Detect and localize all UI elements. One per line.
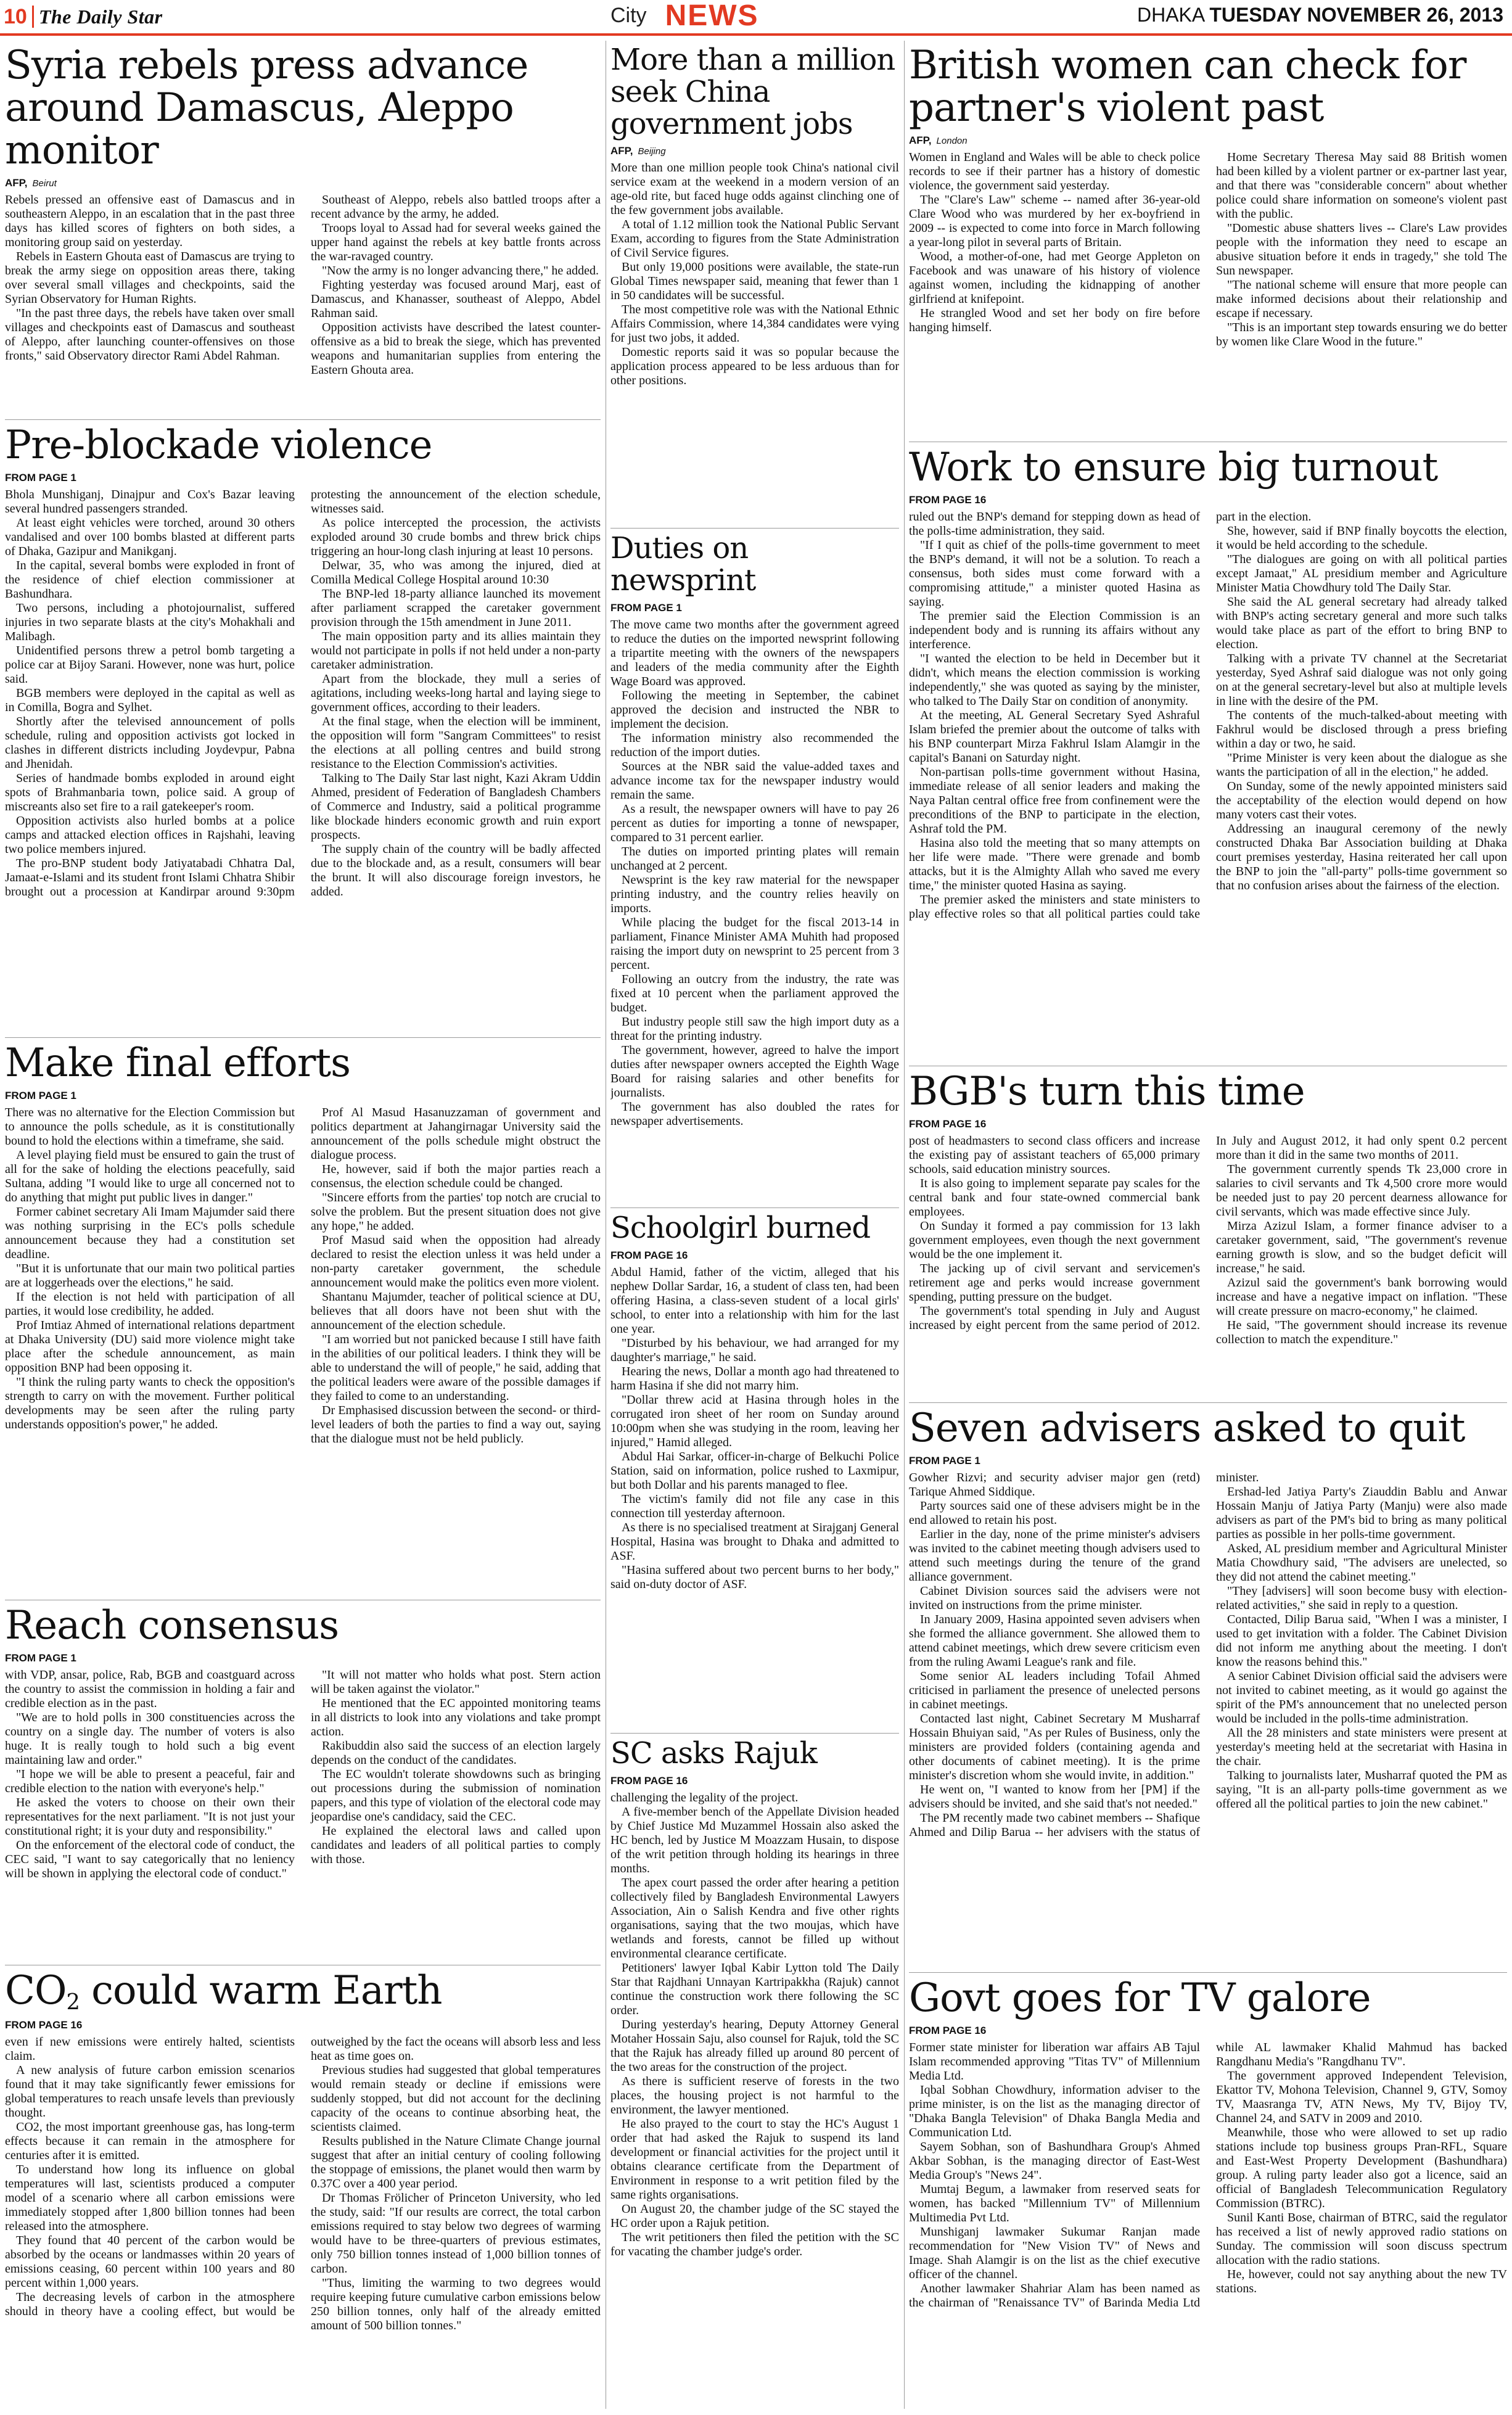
article-body <box>610 1265 899 1592</box>
article-paragraph: He asked the voters to choose on their own their representatives for the next parliament. "It is not just your constitutional right; it is your duty and responsibility." <box>5 1796 295 1838</box>
article-paragraph: Rebels pressed an offensive east of Damascus and in southeastern Aleppo, in an escalation that in the past three days has killed scores of fighters on both sides, a monitoring group said on yesterday. <box>5 193 295 250</box>
article-paragraph: But only 19,000 positions were available, the state-run Global Times newspaper said, meaning that fewer than 1 in 50 candidates will be successful. <box>610 260 899 303</box>
article-paragraph: Contacted last night, Cabinet Secretary M Musharraf Hossain Bhuiyan said, "As per Rules of Business, only the ministers are provided folders (containing agenda and other documents of cabinet meeting). It is the prime minister's discretion whom she would invite, in addition." <box>909 1712 1200 1783</box>
article-paragraph: Unidentified persons threw a petrol bomb targeting a police car at Bijoy Sarani. However, none was hurt, police said. <box>5 644 295 686</box>
article-paragraph: Cabinet Division sources said the advisers were not invited on instructions from the prime minister. <box>909 1584 1200 1613</box>
article-paragraph: The "Clare's Law" scheme -- named after 36-year-old Clare Wood who was murdered by her ex-boyfriend in 2009 -- is expected to come into force in March following a year-long pilot in several parts of Britain. <box>909 193 1200 250</box>
article-byline: FROM PAGE 1 <box>5 472 76 484</box>
article-paragraph: Talking to journalists later, Musharraf quoted the PM as saying, "It is an all-party polls-time government as we offered all the political parties to join the new cabinet." <box>1216 1769 1507 1811</box>
newspaper-logo: The Daily Star <box>38 5 163 28</box>
article-paragraph: "Domestic abuse shatters lives -- Clare's Law provides people with the information they need to escape an abusive situation before it ends in tragedy," she told The Sun newspaper. <box>1216 221 1507 278</box>
article-headline: Duties on newsprint <box>610 533 756 598</box>
article-syria <box>5 44 601 414</box>
article-headline: Schoolgirl burned <box>610 1212 871 1245</box>
article-paragraph: "Dollar threw acid at Hasina through holes in the corrugated iron sheet of her room on Sunday around 10:00pm when she was studying in the room, leaving her injured," Hamid alleged. <box>610 1393 899 1449</box>
article-byline: FROM PAGE 16 <box>909 2025 987 2037</box>
article-paragraph: Newsprint is the key raw material for the newspaper printing industry, and the country relies heavily on imports. <box>610 873 899 915</box>
dateline-city: DHAKA <box>1136 4 1204 26</box>
article-paragraph: There was no alternative for the Election Commission but to announce the polls schedule, as it is constitutionally bound to hold the elections within a timeframe, she said. <box>5 1106 295 1148</box>
article-paragraph: Delwar, 35, who was among the injured, died at Comilla Medical College Hospital around 10:30 <box>311 559 601 587</box>
article-paragraph: If the election is not held with participation of all parties, it would lose credibility, he added. <box>5 1290 295 1319</box>
article-paragraph: post of headmasters to second class officers and increase the existing pay of assistant teachers of 65,000 primary schools, said education ministry sources. <box>909 1134 1200 1177</box>
article-paragraph: Talking to The Daily Star last night, Kazi Akram Uddin Ahmed, president of Federation of Bangladesh Chambers of Commerce and Industry, said a political programme like blockade hinders economic growth and ruin export prospects. <box>311 771 601 842</box>
article-byline: FROM PAGE 16 <box>5 2018 83 2031</box>
article-paragraph: On the enforcement of the electoral code of conduct, the CEC said, "I want to say categorically that no leniency will be shown in applying the electoral code of conduct." <box>5 1838 295 1881</box>
article-paragraph: Former state minister for liberation war affairs AB Tajul Islam recommended approving "Titas TV" of Millennium Media Ltd. <box>909 2041 1200 2083</box>
dateline-date: TUESDAY NOVEMBER 26, 2013 <box>1209 4 1503 26</box>
article-paragraph: Following the meeting in September, the cabinet approved the decision and instructed the NBR to implement the decision. <box>610 688 899 731</box>
section-divider <box>5 419 601 420</box>
article-headline: Work to ensure big turnout <box>909 446 1438 490</box>
article-paragraph: Non-partisan polls-time government without Hasina, immediate release of all senior leaders and making the Naya Paltan central office free from confinement were the preconditions of the BNP to participate in the election, Ashraf told the PM. <box>909 765 1200 836</box>
article-paragraph: Iqbal Sobhan Chowdhury, information adviser to the prime minister, is on the list as the managing director of "Dhaka Bangla Television" of Dhaka Bangla Media and Communication Ltd. <box>909 2083 1200 2140</box>
article-headline: Make final efforts <box>5 1042 350 1086</box>
article-paragraph: The government has also doubled the rates for newspaper advertisements. <box>610 1100 899 1128</box>
article-paragraph: He mentioned that the EC appointed monitoring teams in all districts to look into any violations and take prompt action. <box>311 1697 601 1739</box>
column-divider-right <box>904 41 905 2409</box>
article-paragraph: At least eight vehicles were torched, around 30 others vandalised and over 100 bombs blasted at different parts of Dhaka, Gazipur and Manikganj. <box>5 516 295 559</box>
article-paragraph: "I hope we will be able to present a peaceful, fair and credible election to the nation with everyone's help." <box>5 1767 295 1796</box>
article-paragraph: Hasina also told the meeting that so many attempts on her life were made. "There were grenade and bomb attacks, but it is the Almighty Allah who saved me every time," the minister quoted Hasina as saying. <box>909 836 1200 893</box>
article-paragraph: Shantanu Majumder, teacher of political science at DU, believes that all doors have not been shut with the announcement of the election schedule. <box>311 1290 601 1333</box>
article-preblockade <box>5 424 601 1035</box>
article-schoolgirl <box>610 1212 899 1730</box>
article-paragraph: But industry people still saw the high import duty as a threat for the printing industry. <box>610 1014 899 1043</box>
article-paragraph: The premier said the Election Commission is an independent body and is running its affairs without any interference. <box>909 609 1200 652</box>
article-paragraph: Asked, AL presidium member and Agricultural Minister Matia Chowdhury said, "The advisers are unelected, so they did not attend the cabinet meeting." <box>1216 1542 1507 1584</box>
article-paragraph: Munshiganj lawmaker Sukumar Ranjan made recommendation for "New Vision TV" of News and Image. Shah Alamgir is on the list as the chief executive officer of the channel. <box>909 2225 1200 2282</box>
article-paragraph: Two persons, including a photojournalist, suffered injuries in two separate blasts at the city's Mohakhali and Malibagh. <box>5 601 295 644</box>
article-paragraph: The jacking up of civil servant and servicemen's retirement age and perks would increase government spending, putting pressure on the budget. <box>909 1262 1200 1304</box>
article-newsprint <box>610 533 899 1205</box>
article-body <box>5 1668 601 1881</box>
section-divider <box>610 528 899 529</box>
article-paragraph: Southeast of Aleppo, rebels also battled troops after a recent advance by the army, he added. <box>311 193 601 221</box>
article-paragraph: Apart from the blockade, they mull a series of agitations, including weeks-long hartal and laying siege to government offices, according to their leaders. <box>311 672 601 715</box>
article-paragraph: Addressing an inaugural ceremony of the newly constructed Dhaka Bar Association building at Dhaka court premises yesterday, Hasina reiterated her call upon the BNP to join the "all-party" polls-time government so that no confusion arises about the fairness of the election. <box>1216 822 1507 893</box>
article-paragraph: Domestic reports said it was so popular because the application process appeared to be less arduous than for other positions. <box>610 345 899 388</box>
article-paragraph: Rakibuddin also said the success of an election largely depends on the conduct of the candidates. <box>311 1739 601 1767</box>
article-paragraph: He said, "The government should increase its revenue collection to match the expenditure." <box>1216 1319 1507 1347</box>
article-paragraph: Abdul Hai Sarkar, officer-in-charge of Belkuchi Police Station, said on information, police rushed to Laxmipur, but both Dollar and his parents managed to flee. <box>610 1449 899 1492</box>
article-paragraph: "The national scheme will ensure that more people can make informed decisions about their relationship and escape if necessary. <box>1216 278 1507 321</box>
article-paragraph: BGB members were deployed in the capital as well as in Comilla, Bogra and Sylhet. <box>5 686 295 715</box>
article-body <box>909 2041 1507 2310</box>
article-paragraph: Petitioners' lawyer Iqbal Kabir Lytton told The Daily Star that Rajdhani Unnayan Kartripakkha (Rajuk) cannot continue the construction work there following the SC order. <box>610 1960 899 2017</box>
article-body <box>610 618 899 1129</box>
article-body <box>5 2035 601 2333</box>
section-label <box>610 0 759 31</box>
section-news: NEWS <box>665 0 759 32</box>
article-headline: Syria rebels press advance around Damascus, Aleppo monitor <box>5 44 528 174</box>
article-byline: AFP, Beirut <box>5 177 57 189</box>
masthead-rule <box>0 33 1512 36</box>
article-china-jobs <box>610 44 899 525</box>
article-paragraph: "The dialogues are going on with all political parties except Jamaat," AL presidium member and Agriculture Minister Matia Chowdhury told The Daily Star. <box>1216 553 1507 595</box>
article-paragraph: More than one million people took China's national civil service exam at the weekend in a modern version of an age-old rite, but faced huge odds against clinching one of the few government jobs available. <box>610 161 899 218</box>
article-body <box>5 488 601 899</box>
article-paragraph: Azizul said the government's bank borrowing would increase and have a negative impact on inflation. "These will create pressure on macro-economy," he claimed. <box>1216 1276 1507 1319</box>
article-paragraph: The contents of the much-talked-about meeting with Fakhrul would be disclosed through a press briefing within a day or two, he said. <box>1216 709 1507 751</box>
article-paragraph: As police intercepted the procession, the activists exploded around 30 crude bombs and threw brick chips triggering an hour-long clash injuring at least 10 persons. <box>311 516 601 559</box>
article-paragraph: Home Secretary Theresa May said 88 British women had been killed by a violent partner or ex-partner last year, and that there was "considerable concern" about whether police could share information on someone's violent past with the public. <box>1216 150 1507 221</box>
section-divider <box>610 1733 899 1734</box>
article-paragraph: In January 2009, Hasina appointed seven advisers when she formed the alliance government. She allowed them to attend cabinet meetings, which drew severe criticism even from the ruling Awami League's rank and file. <box>909 1613 1200 1669</box>
article-body <box>909 510 1507 921</box>
article-paragraph: Prof Masud said when the opposition had already declared to resist the election unless it was held under a non-party caretaker government, the schedule announcement would make the politics even more violent. <box>311 1233 601 1290</box>
article-paragraph: He went on, "I wanted to know from her [PM] if the advisers should be invited, and she said that's not needed." <box>909 1783 1200 1811</box>
article-paragraph: She said the AL general secretary had already talked with BNP's acting secretary general and more such talks would take place as part of the effort to bring BNP to election. <box>1216 595 1507 652</box>
article-paragraph: During yesterday's hearing, Deputy Attorney General Motaher Hossain Saju, also counsel for Rajuk, told the SC that the Rajuk has already filled up around 80 percent of the two areas for the construction of the project. <box>610 2017 899 2074</box>
article-paragraph: "This is an important step towards ensuring we do better by women like Clare Wood in the future." <box>1216 321 1507 349</box>
article-paragraph: On Sunday it formed a pay commission for 13 lakh government employees, even though the next government would be the one implement it. <box>909 1219 1200 1262</box>
article-paragraph: Dr Emphasised discussion between the second- or third-level leaders of both the parties to find a way out, saying that the dialogue must not be held publicly. <box>311 1404 601 1446</box>
masthead-left <box>4 1 163 32</box>
article-paragraph: As there is sufficient reserve of forests in the two places, the housing project is not harmful to the environment, the lawyer mentioned. <box>610 2074 899 2117</box>
article-byline: FROM PAGE 16 <box>610 1249 688 1261</box>
article-paragraph: He, however, said if both the major parties reach a consensus, the election schedule could be changed. <box>311 1162 601 1191</box>
article-paragraph: Sayem Sobhan, son of Bashundhara Group's Ahmed Akbar Sobhan, is the managing director of East-West Media Group's "News 24". <box>909 2140 1200 2183</box>
article-paragraph: On Sunday, some of the newly appointed ministers said the acceptability of the election would depend on how many voters cast their votes. <box>1216 780 1507 822</box>
article-paragraph: The victim's family did not file any case in this connection till yesterday afternoon. <box>610 1492 899 1520</box>
article-paragraph: The apex court passed the order after hearing a petition collectively filed by Bangladesh Environmental Lawyers Association, Ain o Salish Kendra and five other rights organisations, saying that the two moujas, which have wetlands and forests, cannot be filled up without environmental clearance certificate. <box>610 1875 899 1960</box>
article-paragraph: A total of 1.12 million took the National Public Servant Exam, according to figures from the State Administration of Civil Service figures. <box>610 218 899 260</box>
article-paragraph: The PM recently made two cabinet members -- Shafique Ahmed and Dilip Barua -- her advisers with the status of minister. <box>909 1471 1259 1840</box>
article-paragraph: The supply chain of the country will be badly affected due to the blockade and, as a result, consumers will bear the brunt. It will also discourage foreign investors, he added. <box>311 842 601 899</box>
article-paragraph: Gowher Rizvi; and security adviser major gen (retd) Tarique Ahmed Siddique. <box>909 1471 1200 1499</box>
section-divider <box>909 1402 1507 1403</box>
article-paragraph: "I am worried but not panicked because I still have faith in the abilities of our political leaders. I think they will be able to understand the will of people," he said, adding that the political leaders were aware of the possible damages if they failed to come to an understanding. <box>311 1333 601 1404</box>
article-paragraph: Hearing the news, Dollar a month ago had threatened to harm Hasina if she did not marry him. <box>610 1364 899 1393</box>
article-paragraph: Former cabinet secretary Ali Imam Majumder said there was nothing surprising in the EC's polls schedule announcement because they had a constitution set deadline. <box>5 1205 295 1262</box>
article-paragraph: "I wanted the election to be held in December but it didn't, which means the election commission is working independently," she was quoted as saying by the minister, who talked to The Daily Star on condition of anonymity. <box>909 652 1200 709</box>
dateline <box>1137 4 1503 27</box>
article-paragraph: The government approved Independent Television, Ekattor TV, Mohona Television, Channel 9, GTV, Somoy TV, Maasranga TV, ATN News, My TV, Bijoy TV, Channel 24, and SATV in 2009 and 2010. <box>1216 2069 1507 2126</box>
article-paragraph: Dr Thomas Frölicher of Princeton University, who led the study, said: "If our results are correct, the total carbon emissions required to stay below two degrees of warming would have to be three-quarters of previous estimates, only 750 billion tonnes instead of 1,000 billion tonnes of carbon. <box>311 2191 601 2276</box>
article-byline: FROM PAGE 1 <box>5 1652 76 1664</box>
article-paragraph: The main opposition party and its allies maintain they would not participate in polls if not held under a non-party caretaker administration. <box>311 630 601 672</box>
article-paragraph: He explained the electoral laws and called upon candidates and leaders of all political parties to comply with those. <box>311 1824 601 1867</box>
article-paragraph: Previous studies had suggested that global temperatures would remain steady or decline if emissions were suddenly stopped, but did not account for the declining capacity of the oceans to continue absorbing heat, the scientists claimed. <box>311 2063 601 2134</box>
article-body <box>909 1134 1507 1347</box>
article-byline: FROM PAGE 1 <box>5 1090 76 1102</box>
article-paragraph: The government's total spending in July and August increased by eight percent from the same period of 2012. In July and August 2012, it had only spent 0.2 percent more than it did in the same two months of 2011. <box>909 1134 1507 1333</box>
article-paragraph: At the meeting, AL General Secretary Syed Ashraful Islam briefed the premier about the outcome of talks with his BNP counterpart Mirza Fakhrul Islam Alamgir in the capital's Banani on Saturday night. <box>909 709 1200 765</box>
article-byline: AFP, Beijing <box>610 145 666 157</box>
article-paragraph: Mirza Azizul Islam, a former finance adviser to a caretaker government, said, "The government's revenue earning growth is slow, and so the budget deficit will increase," he said. <box>1216 1219 1507 1276</box>
article-headline: SC asks Rajuk <box>610 1738 817 1771</box>
article-paragraph: "In the past three days, the rebels have taken over small villages and checkpoints east of Damascus and southeast of Aleppo, after launching counter-offensives on those fronts," said Observatory director Rami Abdel Rahman. <box>5 307 295 363</box>
article-headline: British women can check for partner's violent past <box>909 44 1466 131</box>
article-paragraph: To understand how long its influence on global temperatures will last, scientists produced a computer model of a scenario where all carbon emissions were immediately stopped after 1,800 billion tonnes had been released into the atmosphere. <box>5 2162 295 2233</box>
article-paragraph: "Thus, limiting the warming to two degrees would require keeping future cumulative carbon emissions below 250 billion tonnes, only half of the already emitted amount of 500 billion tonnes." <box>311 2276 601 2332</box>
article-paragraph: The move came two months after the government agreed to reduce the duties on the imported newsprint following a tripartite meeting with the owners of the newspapers and leaders of the media community after the Eighth Wage Board was approved. <box>610 617 899 688</box>
article-body <box>909 1471 1507 1840</box>
article-paragraph: It is also going to implement separate pay scales for the central bank and four state-owned commercial bank employees. <box>909 1177 1200 1219</box>
article-paragraph: As a result, the newspaper owners will have to pay 26 percent as duties for importing a tonne of newspaper, compared to 31 percent earlier. <box>610 802 899 844</box>
article-tv-galore <box>909 1977 1507 2410</box>
article-paragraph: A new analysis of future carbon emission scenarios found that it may take significantly fewer emissions for global temperatures to reach unsafe levels than previously thought. <box>5 2063 295 2120</box>
article-paragraph: Sunil Kanti Bose, chairman of BTRC, said the regulator has received a list of newly approved radio stations on Sunday. The commission will soon discuss spectrum allocation with the radio stations. <box>1216 2211 1507 2268</box>
article-paragraph: Prof Imtiaz Ahmed of international relations department at Dhaka University (DU) said more violence might take place after the schedule announcement, as main opposition BNP had been opposing it. <box>5 1319 295 1375</box>
masthead <box>0 0 1512 36</box>
article-paragraph: even if new emissions were entirely halted, scientists claim. <box>5 2034 295 2063</box>
article-paragraph: challenging the legality of the project. <box>610 1790 799 1804</box>
article-paragraph: "Hasina suffered about two percent burns to her body," said on-duty doctor of ASF. <box>610 1563 899 1591</box>
article-paragraph: He strangled Wood and set her body on fire before hanging himself. <box>909 307 1200 335</box>
article-paragraph: All the 28 ministers and state ministers were present at yesterday's meeting held at the secretariat with Hasina in the chair. <box>1216 1726 1507 1769</box>
article-paragraph: Opposition activists also hurled bombs at a police camps and attacked election offices in Rajshahi, leaving two police members injured. <box>5 814 295 857</box>
article-body <box>5 193 601 377</box>
article-headline: Govt goes for TV galore <box>909 1977 1371 2021</box>
article-headline: BGB's turn this time <box>909 1071 1305 1114</box>
article-paragraph: While placing the budget for the fiscal 2013-14 in parliament, Finance Minister AMA Muhith had proposed raising the import duty on newsprint to 25 percent from 3 percent. <box>610 915 899 972</box>
article-paragraph: The most competitive role was with the National Ethnic Affairs Commission, where 14,384 candidates were vying for just two jobs, it added. <box>610 303 899 345</box>
article-paragraph: The BNP-led 18-party alliance launched its movement after parliament scrapped the caretaker government provision through the 15th amendment in June 2011. <box>311 587 601 630</box>
article-paragraph: Prof Al Masud Hasanuzzaman of government and politics department at Jahangirnagar University said the announcement of the polls schedule might obstruct the dialogue process. <box>311 1106 601 1162</box>
article-paragraph: The decreasing levels of carbon in the atmosphere should in theory have a cooling effect, but would be outweighed by the fact the oceans will absorb less and less heat as time goes on. <box>5 2034 601 2318</box>
article-paragraph: "But it is unfortunate that our main two political parties are at loggerheads over the elections," he said. <box>5 1262 295 1290</box>
article-paragraph: In the capital, several bombs were exploded in front of the residence of chief election commissioner at Bashundhara. <box>5 559 295 601</box>
article-body <box>610 1791 899 2259</box>
article-paragraph: Bhola Munshiganj, Dinajpur and Cox's Bazar leaving several hundred passengers stranded. <box>5 488 295 516</box>
article-paragraph: "It will not matter who holds what post. Stern action will be taken against the violator." <box>311 1668 601 1697</box>
article-byline: FROM PAGE 16 <box>610 1774 688 1787</box>
article-paragraph: The government, however, agreed to halve the import duties after newspaper owners accepted the Eighth Wage Board for raising salaries and other benefits for journalists. <box>610 1043 899 1100</box>
article-paragraph: Mumtaj Begum, a lawmaker from reserved seats for women, has backed "Millennium TV" of Millennium Multimedia Pvt Ltd. <box>909 2183 1200 2225</box>
article-paragraph: "Disturbed by his behaviour, we had arranged for my daughter's marriage," he said. <box>610 1336 899 1364</box>
article-paragraph: The EC wouldn't tolerate showdowns such as bringing out processions during the submission of nomination papers, and this type of violation of the electoral code may jeopardise one's candidacy, said the CEC. <box>311 1767 601 1824</box>
article-paragraph: Shortly after the televised announcement of polls schedule, ruling and opposition activists got locked in clashes in different districts including Joydevpur, Pabna and Jhenidah. <box>5 715 295 771</box>
page-number-divider <box>32 6 34 28</box>
article-paragraph: "We are to hold polls in 300 constituencies across the country on a single day. The number of voters is also huge. It is really tough to hold such a big event maintaining law and order." <box>5 1711 295 1767</box>
section-city: City <box>610 3 647 27</box>
article-byline: FROM PAGE 1 <box>610 601 682 614</box>
article-byline: FROM PAGE 16 <box>909 1118 987 1130</box>
article-paragraph: Fighting yesterday was focused around Marj, east of Damascus, and Khanasser, southeast of Aleppo, Abdel Rahman said. <box>311 278 601 321</box>
section-divider <box>5 1037 601 1038</box>
article-headline: Pre-blockade violence <box>5 424 432 468</box>
article-paragraph: Ershad-led Jatiya Party's Ziauddin Bablu and Anwar Hossain Manju of Jatiya Party (Manju) were also made advisers as part of the PM's bid to bring as many political parties as possible in her polls-time government. <box>1216 1485 1507 1542</box>
article-paragraph: The duties on imported printing plates will remain unchanged at 2 percent. <box>610 844 899 873</box>
article-final-efforts <box>5 1042 601 1597</box>
article-headline: More than a million seek China government jobs <box>610 44 895 141</box>
article-paragraph: Results published in the Nature Climate Change journal suggest that after an initial century of cooling following the stoppage of emissions, the planet would then warm by 0.37C over a 400 year period. <box>311 2134 601 2191</box>
article-paragraph: Party sources said one of these advisers might be in the end allowed to retain his post. <box>909 1499 1200 1528</box>
article-paragraph: On August 20, the chamber judge of the SC stayed the HC order upon a Rajuk petition. <box>610 2202 899 2230</box>
article-paragraph: "I think the ruling party wants to check the opposition's strength to carry on with the movement. Further political developments may be seen after the ruling party understands opposition's power," he added. <box>5 1375 295 1432</box>
article-bgb-turn <box>909 1071 1507 1400</box>
article-paragraph: Another lawmaker Shahriar Alam has been named as the chairman of "Renaissance TV" of Barinda Media Ltd while AL lawmaker Khalid Mahmud has backed Rangdhanu Media's "Rangdhanu TV". <box>909 2041 1507 2310</box>
article-byline: AFP, London <box>909 134 968 147</box>
section-divider <box>909 1972 1507 1973</box>
article-paragraph: "They [advisers] will soon become busy with election-related activities," she said in reply to a question. <box>1216 1584 1507 1613</box>
article-paragraph: "Now the army is no longer advancing there," he added. <box>322 264 599 278</box>
article-british-women <box>909 44 1507 439</box>
article-paragraph: Abdul Hamid, father of the victim, alleged that his nephew Dollar Sardar, 16, a student of class ten, had been offering Hasina, a class-seven student of a local girls' school, to enter into a relationship with him for the last one year. <box>610 1265 899 1336</box>
article-byline: FROM PAGE 1 <box>909 1455 980 1467</box>
article-paragraph: Troops loyal to Assad had for several weeks gained the upper hand against the rebels at key battle fronts across the war-ravaged country. <box>311 221 601 264</box>
article-byline: FROM PAGE 16 <box>909 494 987 506</box>
article-paragraph: A senior Cabinet Division official said the advisers were not invited to cabinet meeting, as it would go against the spirit of the PM's announcement that no unelected person would be included in the polls-time administration. <box>1216 1669 1507 1726</box>
article-paragraph: He also prayed to the court to stay the HC's August 1 order that had asked the Rajuk to suspend its land development or financial activities for the project until it obtains clearance certificate from the Department of Environment in response to a writ petition filed by the same rights organisations. <box>610 2117 899 2202</box>
article-paragraph: Women in England and Wales will be able to check police records to see if their partner has a history of domestic violence, the government said yesterday. <box>909 150 1200 193</box>
article-paragraph: "If I quit as chief of the polls-time government to meet the BNP's demand, it will not be a solution. To reach a consensus, both sides must come forward with a compromising attitude," a minister quoted Hasina as saying. <box>909 538 1200 609</box>
article-paragraph: The pro-BNP student body Jatiyatabadi Chhatra Dal, Jamaat-e-Islami and its student front Islami Chhatra Shibir brought out a procession at Kandirpar around 9:30pm protesting the announcement of the election schedule, witnesses said. <box>5 488 601 899</box>
article-reach-consensus <box>5 1605 601 1962</box>
article-sc-rajuk <box>610 1738 899 2410</box>
article-paragraph: "Sincere efforts from the parties' top notch are crucial to solve the problem. But the present situation does not give any hope," he added. <box>311 1191 601 1233</box>
article-paragraph: "Prime Minister is very keen about the dialogue as she wants the participation of all in the election," he added. <box>1216 751 1507 780</box>
article-paragraph: She, however, said if BNP finally boycotts the election, it would be held according to the schedule. <box>1216 524 1507 553</box>
article-paragraph: Some senior AL leaders including Tofail Ahmed criticised in parliament the presence of unelected persons in cabinet meetings. <box>909 1669 1200 1712</box>
article-paragraph: They found that 40 percent of the carbon would be absorbed by the oceans or landmasses within 20 years of emissions ceasing, 60 percent within 100 years and 80 percent within 1,000 years. <box>5 2233 295 2290</box>
article-paragraph: He, however, could not say anything about the new TV stations. <box>1216 2268 1507 2296</box>
article-paragraph: Series of handmade bombs exploded in around eight spots of Brahmanbaria town, police said. A group of miscreants also set fire to a rail gatekeeper's room. <box>5 771 295 814</box>
article-paragraph: Opposition activists have described the latest counter-offensive as a bid to break the siege, which has prevented weapons and humanitarian supplies from entering the Eastern Ghouta area. <box>311 321 601 377</box>
article-paragraph: Meanwhile, those who were allowed to set up radio stations include top business groups Pran-RFL, Square and East-West Property Development (Bashundhara) group. A ruling party leader also got a licence, said an official of Bangladesh Telecommunication Regulatory Commission (BTRC). <box>1216 2126 1507 2211</box>
article-paragraph: A five-member bench of the Appellate Division headed by Chief Justice Md Muzammel Hossain also asked the HC bench, led by Justice M Moazzam Husain, to dispose of the writ petition through holding its hearings in three months. <box>610 1804 899 1875</box>
article-headline: Reach consensus <box>5 1605 339 1648</box>
article-seven-advisers <box>909 1407 1507 1970</box>
article-paragraph: Rebels in Eastern Ghouta east of Damascus are trying to break the army siege on opposition areas there, taking over several small villages and checkpoints, said the Syrian Observatory for Human Rights. <box>5 250 295 307</box>
article-paragraph: with VDP, ansar, police, Rab, BGB and coastguard across the country to assist the commission in holding a fair and credible election as in the past. <box>5 1668 295 1711</box>
article-paragraph: Wood, a mother-of-one, had met George Appleton on Facebook and was unaware of his history of violence against women, including the kidnapping of another girlfriend at knifepoint. <box>909 250 1200 307</box>
article-paragraph: The information ministry also recommended the reduction of the import duties. <box>610 731 899 759</box>
article-paragraph: Sources at the NBR said the value-added taxes and advance income tax for the newspaper industry would remain the same. <box>610 759 899 802</box>
article-paragraph: A level playing field must be ensured to gain the trust of all for the sake of holding the elections peacefully, said Sultana, adding "I would like to urge all concerned not to do anything that might put public lives in danger." <box>5 1148 295 1205</box>
article-paragraph: CO2, the most important greenhouse gas, has long-term effects because it can remain in the atmosphere for centuries after it is emitted. <box>5 2120 295 2162</box>
article-paragraph: Contacted, Dilip Barua said, "When I was a minister, I used to get invitation with a folder. The Cabinet Division did not inform me anything about the meeting. I don't know the reasons behind this." <box>1216 1613 1507 1669</box>
article-co2 <box>5 1970 601 2410</box>
article-paragraph: ruled out the BNP's demand for stepping down as head of the polls-time administration, they said. <box>909 510 1200 538</box>
article-paragraph: The premier asked the ministers and state ministers to play effective roles so that all political parties could take part in the election. <box>909 510 1312 921</box>
article-paragraph: At the final stage, when the election will be imminent, the opposition will form "Sangram Committees" to resist the elections at all polling centres and build strong resistance to the Election Commission's activities. <box>311 715 601 771</box>
article-headline: $CO_2$ could warm Earth <box>5 1970 442 2015</box>
article-paragraph: Following an outcry from the industry, the rate was fixed at 10 percent when the parliament approved the budget. <box>610 972 899 1014</box>
page-number: 10 <box>4 4 27 28</box>
article-paragraph: As there is no specialised treatment at Sirajganj General Hospital, Hasina was brought to Dhaka and admitted to ASF. <box>610 1520 899 1563</box>
article-paragraph: Earlier in the day, none of the prime minister's advisers was invited to the cabinet meeting though advisers used to attend such meetings during the tenure of the grand alliance government. <box>909 1528 1200 1584</box>
article-body <box>610 161 899 388</box>
article-big-turnout <box>909 446 1507 1063</box>
article-paragraph: The government currently spends Tk 23,000 crore in salaries to civil servants and Tk 4,500 crore more would be needed just to pay 20 percent dearness allowance for civil servants, which was made effective since July. <box>1216 1162 1507 1219</box>
article-body <box>5 1106 601 1446</box>
article-body <box>909 150 1507 349</box>
article-paragraph: Talking with a private TV channel at the Secretariat yesterday, Syed Ashraf said dialogue was not only going on at the general secretary-level but also at multiple levels in line with the desire of the PM. <box>1216 652 1507 709</box>
article-headline: Seven advisers asked to quit <box>909 1407 1465 1451</box>
article-paragraph: The writ petitioners then filed the petition with the SC for vacating the chamber judge's order. <box>610 2230 899 2258</box>
